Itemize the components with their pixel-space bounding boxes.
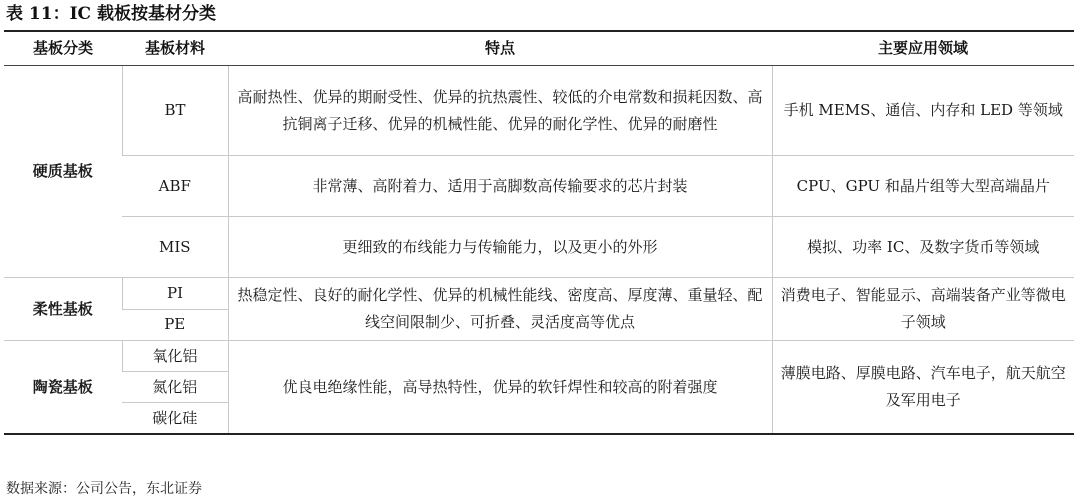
table-header-row [4,31,1074,66]
table-row [4,278,1074,310]
material-cell: MIS [122,217,228,278]
header-category: 基板分类 [4,31,122,66]
source-note: 数据来源：公司公告，东北证券 [6,481,202,497]
features-cell: 非常薄、高附着力、适用于高脚数高传输要求的芯片封装 [228,156,772,217]
header-application: 主要应用领域 [772,31,1074,66]
category-cell: 陶瓷基板 [4,341,122,435]
material-cell: PI [122,278,228,310]
table-caption: 表 11：IC 载板按基材分类 [6,4,216,24]
features-cell: 更细致的布线能力与传输能力，以及更小的外形 [228,217,772,278]
application-cell: 薄膜电路、厚膜电路、汽车电子，航天航空及军用电子 [772,341,1074,435]
substrate-table [4,30,1074,435]
table-row [4,66,1074,156]
features-cell: 优良电绝缘性能，高导热特性，优异的软钎焊性和较高的附着强度 [228,341,772,435]
application-cell: 消费电子、智能显示、高端装备产业等微电子领域 [772,278,1074,341]
category-cell: 柔性基板 [4,278,122,341]
table-row [4,341,1074,372]
application-cell: CPU、GPU 和晶片组等大型高端晶片 [772,156,1074,217]
material-cell: ABF [122,156,228,217]
application-cell: 手机 MEMS、通信、内存和 LED 等领域 [772,66,1074,156]
features-cell: 热稳定性、良好的耐化学性、优异的机械性能线、密度高、厚度薄、重量轻、配线空间限制少、可折叠、灵活度高等优点 [228,278,772,341]
material-cell: BT [122,66,228,156]
category-cell: 硬质基板 [4,66,122,278]
material-cell: 氮化铝 [122,372,228,403]
header-material: 基板材料 [122,31,228,66]
table-row [4,217,1074,278]
table-row [4,156,1074,217]
material-cell: PE [122,309,228,341]
application-cell: 模拟、功率 IC、及数字货币等领域 [772,217,1074,278]
material-cell: 氧化铝 [122,341,228,372]
features-cell: 高耐热性、优异的期耐受性、优异的抗热震性、较低的介电常数和损耗因数、高抗铜离子迁移、优异的机械性能、优异的耐化学性、优异的耐磨性 [228,66,772,156]
header-features: 特点 [228,31,772,66]
material-cell: 碳化硅 [122,403,228,435]
